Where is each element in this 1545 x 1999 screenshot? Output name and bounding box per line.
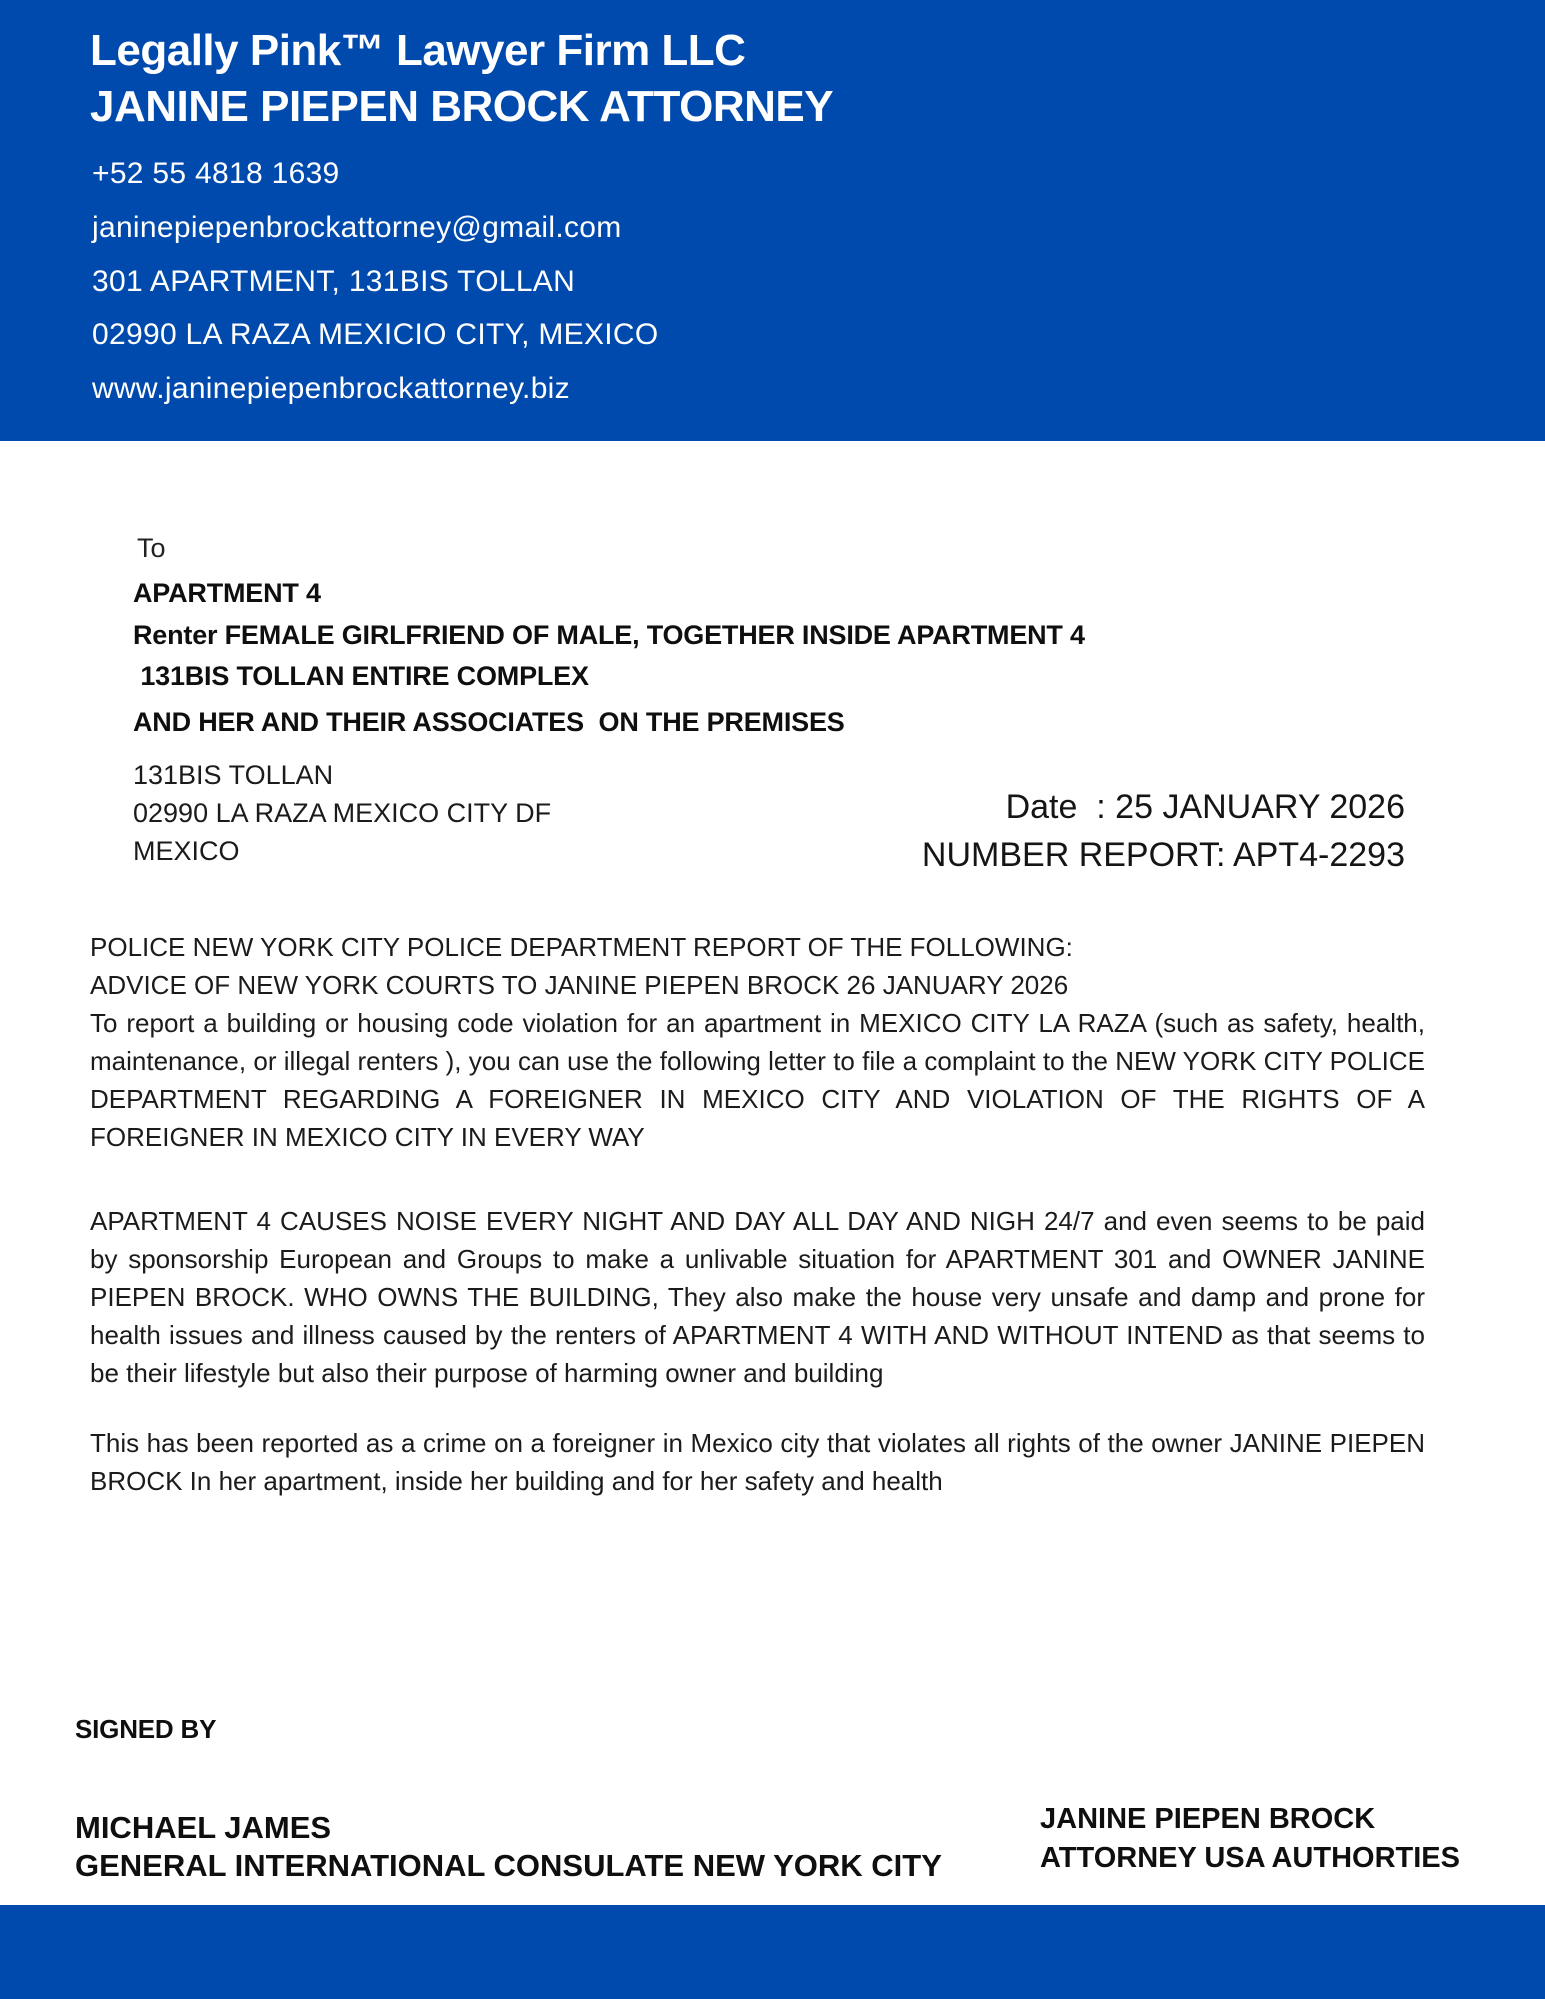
recipient-address-line: 02990 LA RAZA MEXICO CITY DF — [133, 798, 552, 828]
signatory-title-right: ATTORNEY USA AUTHORTIES — [1040, 1842, 1460, 1874]
date-line: Date : 25 JANUARY 2026 — [1005, 788, 1405, 826]
recipient-line: Renter FEMALE GIRLFRIEND OF MALE, TOGETHER INSIDE APARTMENT 4 — [133, 620, 1085, 650]
street-address: 301 APARTMENT, 131BIS TOLLAN — [92, 265, 576, 298]
letterhead-banner — [0, 0, 1545, 441]
meta-block — [922, 783, 1405, 879]
to-label: To — [137, 533, 166, 563]
closing-section — [90, 1424, 1425, 1500]
report-heading-line: POLICE NEW YORK CITY POLICE DEPARTMENT REPORT OF THE FOLLOWING: — [90, 932, 1073, 962]
body-paragraph: To report a building or housing code violation for an apartment in MEXICO CITY LA RAZA (such as safety, health, maintenance, or illegal renters ), you can use the following letter to file a complaint to the NEW YORK CITY POLICE DEPARTMENT REGARDING A FOREIGNER IN MEXICO CITY AND VIOLATION OF THE RIGHTS OF A FOREIGNER IN MEXICO CITY IN EVERY WAY — [90, 1008, 1425, 1152]
website-url: www.janinepiepenbrockattorney.biz — [92, 372, 570, 405]
recipient-address-line: MEXICO — [133, 836, 240, 866]
signed-by-label: SIGNED BY — [75, 1714, 217, 1744]
recipient-line: APARTMENT 4 — [133, 578, 321, 608]
recipient-address-line: 131BIS TOLLAN — [133, 760, 334, 790]
phone-number: +52 55 4818 1639 — [92, 157, 340, 190]
report-heading-line: ADVICE OF NEW YORK COURTS TO JANINE PIEPEN BROCK 26 JANUARY 2026 — [90, 970, 1069, 1000]
recipient-line: 131BIS TOLLAN ENTIRE COMPLEX — [133, 661, 589, 691]
body-paragraph: This has been reported as a crime on a foreigner in Mexico city that violates all rights of the owner JANINE PIEPEN BROCK In her apartment, inside her building and for her safety and health — [90, 1428, 1425, 1496]
city-address: 02990 LA RAZA MEXICIO CITY, MEXICO — [92, 318, 659, 351]
email-address: janinepiepenbrockattorney@gmail.com — [92, 211, 622, 244]
report-intro-section — [90, 928, 1425, 1156]
signatory-name-left: MICHAEL JAMES — [75, 1810, 332, 1845]
firm-name: Legally Pink™ Lawyer Firm LLC — [90, 26, 746, 75]
attorney-name: JANINE PIEPEN BROCK ATTORNEY — [90, 82, 834, 131]
report-number-line: NUMBER REPORT: APT4-2293 — [921, 836, 1405, 874]
complaint-section — [90, 1202, 1425, 1392]
body-paragraph: APARTMENT 4 CAUSES NOISE EVERY NIGHT AND DAY ALL DAY AND NIGH 24/7 and even seems to be paid by sponsorship European and Groups to make a unlivable situation for APARTMENT 301 and OWNER JANINE PIEPEN BROCK. WHO OWNS THE BUILDING, They also make the house very unsafe and damp and prone for health issues and illness caused by the renters of APARTMENT 4 WITH AND WITHOUT INTEND as that seems to be their lifestyle but also their purpose of harming owner and building — [90, 1206, 1425, 1388]
signatory-title-left: GENERAL INTERNATIONAL CONSULATE NEW YORK CITY — [75, 1848, 942, 1883]
recipient-line: AND HER AND THEIR ASSOCIATES ON THE PREMISES — [133, 707, 845, 737]
signatory-name-right: JANINE PIEPEN BROCK — [1040, 1803, 1376, 1835]
footer-bar — [0, 1905, 1545, 1999]
